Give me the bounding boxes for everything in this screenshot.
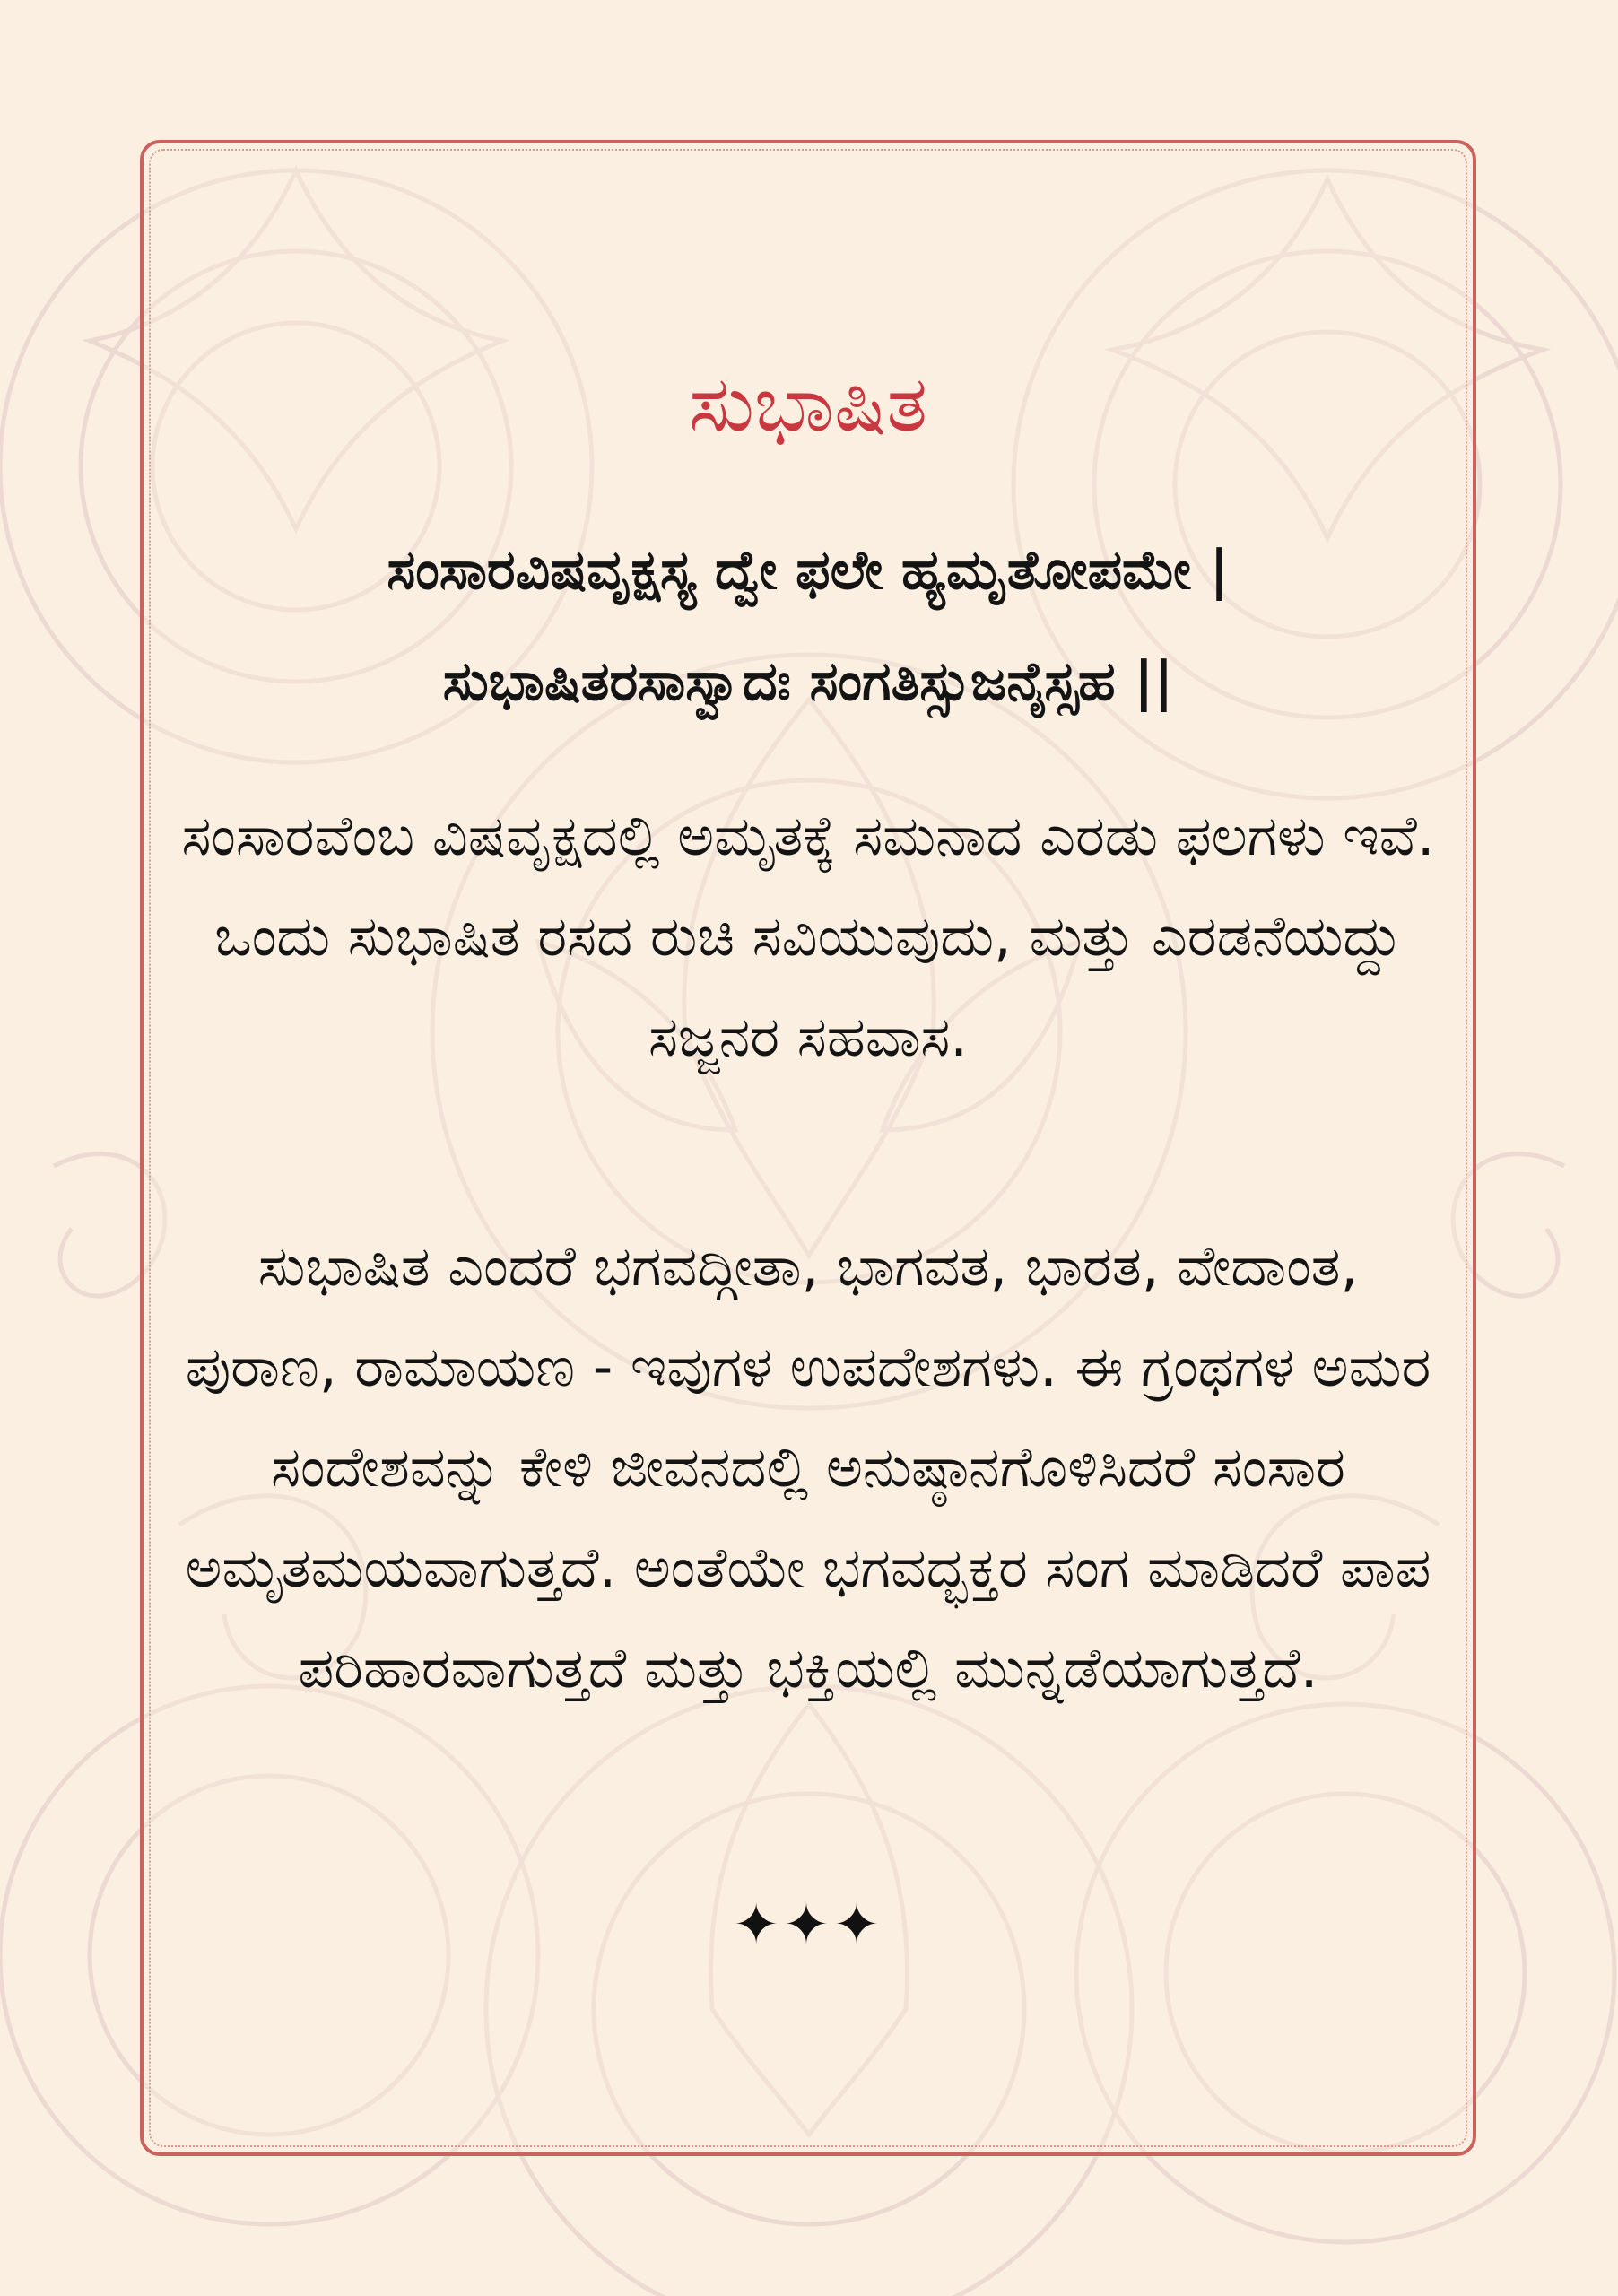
verse-line-1: ಸಂಸಾರವಿಷವೃಕ್ಷಸ್ಯ ದ್ವೇ ಫಲೇ ಹ್ಯಮೃತೋಪಮೇ |	[387, 539, 1230, 602]
quote-card	[140, 140, 1476, 2156]
meaning-paragraph: ಸಂಸಾರವೆಂಬ ವಿಷವೃಕ್ಷದಲ್ಲಿ ಅಮೃತಕ್ಕೆ ಸಮನಾದ ಎರಡು ಫಲಗಳು ಇವೆ. ಒಂದು ಸುಭಾಷಿತ ರಸದ ರುಚಿ ಸವಿಯುವುದು, ಮತ್ತು ಎರಡನೆಯದ್ದು ಸಜ್ಜನರ ಸಹವಾಸ.	[181, 803, 1435, 1069]
four-point-star-icon: ✦✦✦	[733, 1892, 883, 1957]
sanskrit-verse	[158, 515, 1458, 737]
card-title: ಸುಭಾಷಿತ	[688, 360, 928, 449]
verse-line-2: ಸುಭಾಷಿತರಸಾಸ್ವಾದಃ ಸಂಗತಿಸ್ಸುಜನೈಸ್ಸಹ ||	[442, 650, 1174, 713]
explanation-paragraph: ಸುಭಾಷಿತ ಎಂದರೆ ಭಗವದ್ಗೀತಾ, ಭಾಗವತ, ಭಾರತ, ವೇದಾಂತ, ಪುರಾಣ, ರಾಮಾಯಣ - ಇವುಗಳ ಉಪದೇಶಗಳು. ಈ ಗ್ರಂಥಗಳ ಅಮರ ಸಂದೇಶವನ್ನು ಕೇಳಿ ಜೀವನದಲ್ಲಿ ಅನುಷ್ಠಾನಗೊಳಿಸಿದರೆ ಸಂಸಾರ ಅಮೃತಮಯವಾಗುತ್ತದೆ. ಅಂತೆಯೇ ಭಗವದ್ಭಕ್ತರ ಸಂಗ ಮಾಡಿದರೆ ಪಾಪ ಪರಿಹಾರವಾಗುತ್ತದೆ ಮತ್ತು ಭಕ್ತಿಯಲ್ಲಿ ಮುನ್ನಡೆಯಾಗುತ್ತದೆ.	[185, 1233, 1431, 1700]
